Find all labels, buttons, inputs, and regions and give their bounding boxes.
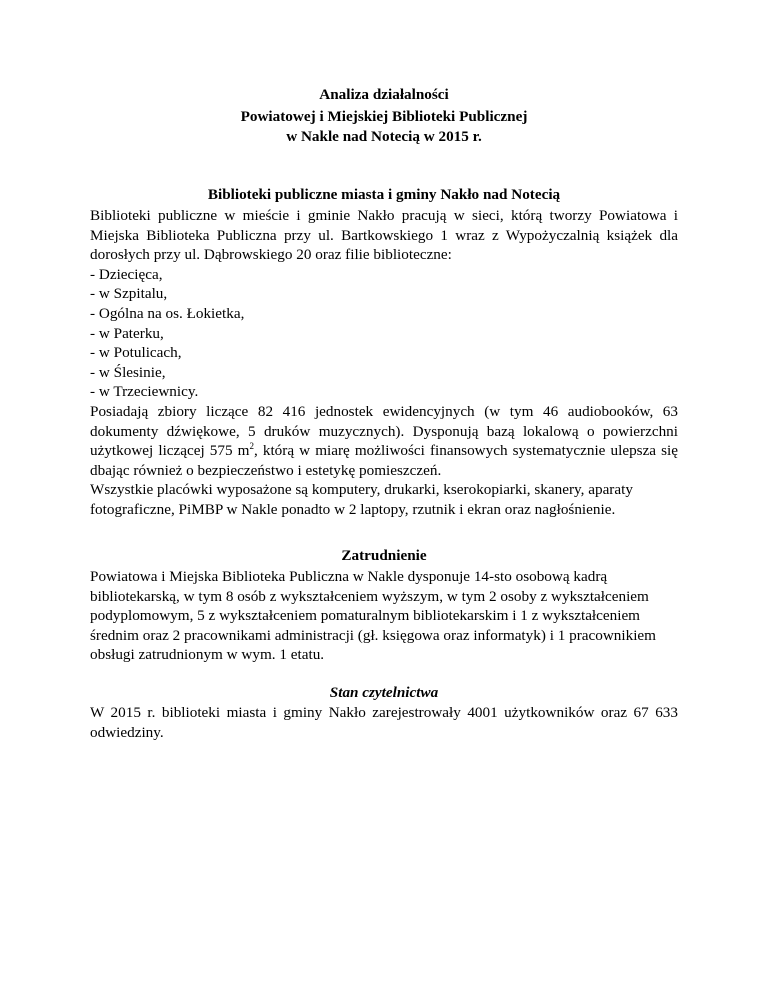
branch-list-item: - w Trzeciewnicy. — [90, 383, 199, 401]
branch-list-item: - Ogólna na os. Łokietka, — [90, 304, 245, 322]
branch-list-item: - w Potulicach, — [90, 344, 182, 362]
readership-paragraph: W 2015 r. biblioteki miasta i gminy Nakło zarejestrowały 4001 użytkowników oraz 67 633 odwiedziny. — [90, 704, 678, 741]
collections-paragraph — [90, 402, 678, 480]
employment-line: obsługi zatrudnionym w wym. 1 etatu. — [90, 646, 325, 664]
section-heading-libraries: Biblioteki publiczne miasta i gminy Nakło nad Notecią — [207, 186, 561, 203]
section-libraries-body — [90, 206, 678, 520]
section-heading-employment: Zatrudnienie — [341, 547, 427, 564]
employment-line: podyplomowym, 5 z wykształceniem pomaturalnym bibliotekarskim i 1 z wykształceniem — [90, 607, 640, 625]
employment-line: bibliotekarską, w tym 8 osób z wykształceniem wyższym, w tym 2 osoby z wykształceniem — [90, 587, 649, 605]
document-title-line1: Analiza działalności — [319, 86, 449, 103]
employment-line: Powiatowa i Miejska Biblioteka Publiczna w Nakle dysponuje 14-sto osobową kadrą — [90, 568, 608, 585]
equipment-line: fotograficzne, PiMBP w Nakle ponadto w 2 laptopy, rzutnik i ekran oraz nagłośnienie. — [90, 500, 616, 518]
document-title — [90, 107, 678, 146]
libraries-intro-paragraph: Biblioteki publiczne w mieście i gminie Nakło pracują w sieci, którą tworzy Powiatowa i Miejska Biblioteka Publiczna przy ul. Bartkowskiego 1 wraz z Wypożyczalnią książek dla dorosłych przy ul. Dąbrowskiego 20 oraz filie biblioteczne: — [90, 207, 678, 264]
area-unit-superscript: 2 — [249, 441, 254, 452]
document-title-line3: w Nakle nad Notecią w 2015 r. — [286, 127, 482, 145]
employment-line: średnim oraz 2 pracownikami administracji (gł. księgowa oraz informatyk) i 1 pracownikiem — [90, 626, 656, 644]
section-readership-body — [90, 703, 678, 742]
equipment-line: Wszystkie placówki wyposażone są komputery, drukarki, kserokopiarki, skanery, aparaty — [90, 481, 633, 499]
branch-list-item: - w Szpitalu, — [90, 285, 168, 303]
collections-text: Posiadają zbiory liczące 82 416 jednostek ewidencyjnych (w tym 46 audiobooków, 63 dokumenty dźwiękowe, 5 druków muzycznych). Dysponują bazą lokalową o powierzchni użytkowej liczącej 575 m — [90, 402, 678, 460]
branch-list-item: - Dziecięca, — [90, 265, 163, 283]
document-title-line2: Powiatowej i Miejskiej Biblioteki Publicznej — [240, 108, 528, 125]
branch-list-item: - w Ślesinie, — [90, 363, 166, 381]
section-heading-readership: Stan czytelnictwa — [329, 684, 439, 701]
collections-text-end: , którą w miarę możliwości finansowych systematycznie ulepsza się dbając również o bezpieczeństwo i estetykę pomieszczeń. — [90, 442, 679, 479]
section-employment-body — [90, 567, 678, 665]
branch-list-item: - w Paterku, — [90, 324, 164, 342]
